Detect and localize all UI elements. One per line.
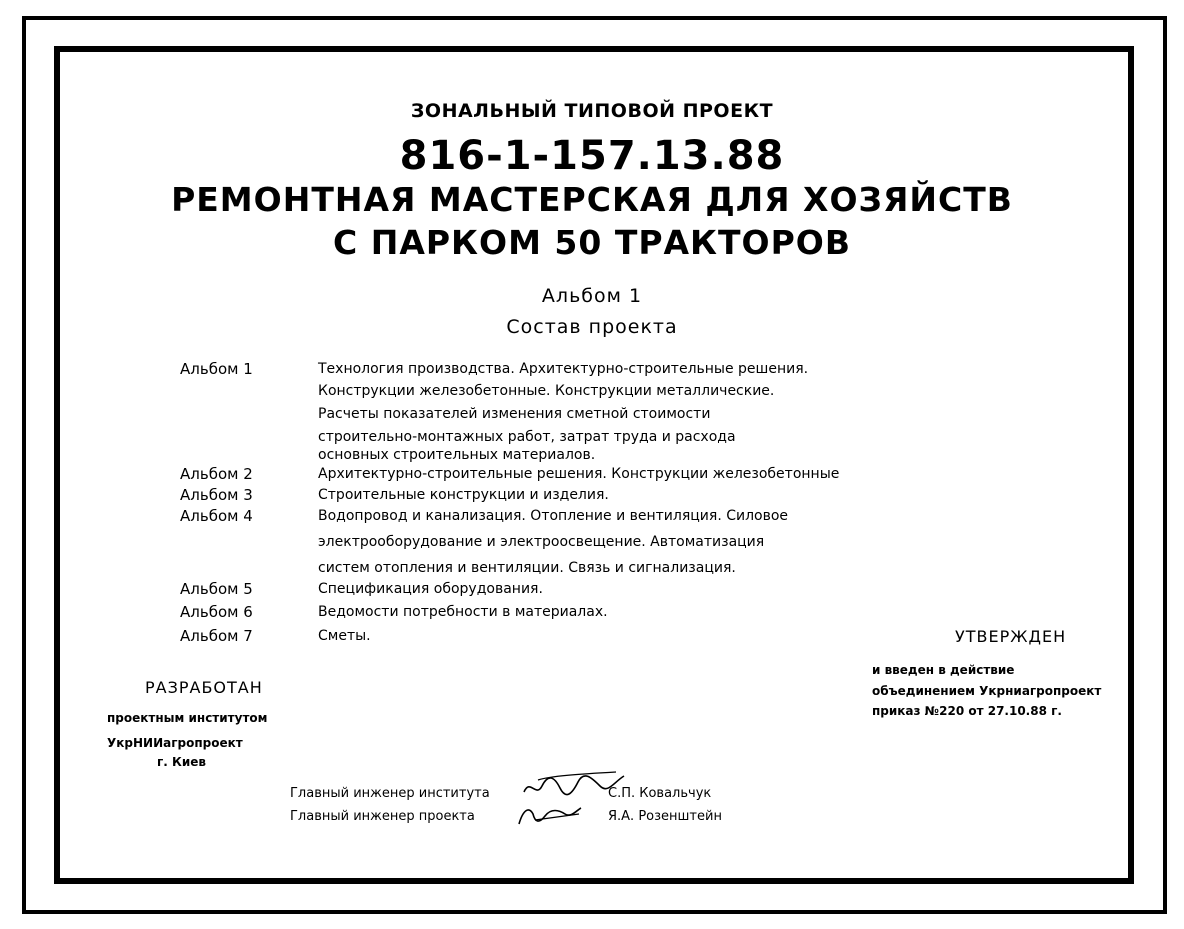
- album-description-line: систем отопления и вентиляции. Связь и сигнализация.: [318, 560, 736, 576]
- album-label: Альбом 6: [180, 603, 253, 621]
- approved-line-2: объединением Укрниагропроект: [872, 684, 1102, 698]
- chief-engineer-project-role: Главный инженер проекта: [290, 809, 475, 824]
- approved-title: УТВЕРЖДЕН: [955, 627, 1067, 646]
- album-description-line: Ведомости потребности в материалах.: [318, 604, 608, 620]
- developed-institute-name: УкрНИИагропроект: [107, 736, 243, 750]
- album-label: Альбом 2: [180, 465, 253, 483]
- album-description-line: Технология производства. Архитектурно-строительные решения.: [318, 361, 809, 377]
- approved-order: приказ №220 от 27.10.88 г.: [872, 704, 1062, 718]
- chief-engineer-institute-name: С.П. Ковальчук: [608, 786, 712, 801]
- project-title-line-1: РЕМОНТНАЯ МАСТЕРСКАЯ ДЛЯ ХОЗЯЙСТВ: [171, 180, 1013, 219]
- signature-2-handwriting: [515, 800, 585, 830]
- album-description-line: электрооборудование и электроосвещение. Автоматизация: [318, 534, 765, 550]
- approved-line-1: и введен в действие: [872, 663, 1015, 677]
- project-type-subtitle: ЗОНАЛЬНЫЙ ТИПОВОЙ ПРОЕКТ: [410, 100, 774, 122]
- project-code: 816-1-157.13.88: [399, 133, 785, 179]
- developed-city: г. Киев: [157, 755, 206, 769]
- chief-engineer-institute-role: Главный инженер института: [290, 786, 490, 801]
- album-description-line: Строительные конструкции и изделия.: [318, 487, 609, 503]
- album-description-line: Сметы.: [318, 628, 371, 644]
- developed-title: РАЗРАБОТАН: [145, 678, 263, 697]
- album-heading: Альбом 1: [541, 285, 643, 307]
- album-label: Альбом 4: [180, 507, 253, 525]
- composition-heading: Состав проекта: [506, 316, 678, 338]
- album-description-line: Спецификация оборудования.: [318, 581, 543, 597]
- album-description-line: Водопровод и канализация. Отопление и вентиляция. Силовое: [318, 508, 789, 524]
- album-description-line: строительно-монтажных работ, затрат труда и расхода: [318, 429, 736, 445]
- album-label: Альбом 1: [180, 360, 253, 378]
- project-title-line-2: С ПАРКОМ 50 ТРАКТОРОВ: [333, 223, 851, 262]
- developed-institute-line: проектным институтом: [107, 711, 268, 725]
- album-label: Альбом 5: [180, 580, 253, 598]
- album-description-line: Конструкции железобетонные. Конструкции металлические.: [318, 383, 775, 399]
- album-description-line: основных строительных материалов.: [318, 447, 596, 463]
- album-description-line: Архитектурно-строительные решения. Конструкции железобетонные: [318, 466, 840, 482]
- album-label: Альбом 3: [180, 486, 253, 504]
- chief-engineer-project-name: Я.А. Розенштейн: [608, 809, 722, 824]
- album-description-line: Расчеты показателей изменения сметной стоимости: [318, 406, 711, 422]
- album-label: Альбом 7: [180, 627, 253, 645]
